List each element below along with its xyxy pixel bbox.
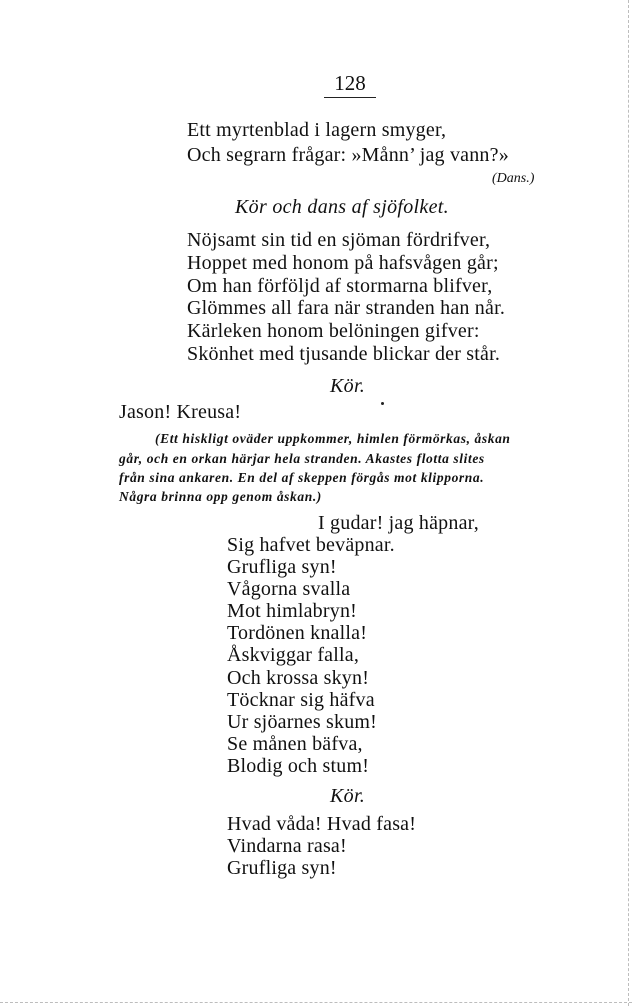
verse-line: Kärleken honom belöningen gifver: — [187, 320, 480, 342]
verse-line: Grufliga syn! — [227, 857, 337, 879]
page-number: 128 — [324, 70, 376, 98]
verse-line: Skönhet med tjusande blickar der står. — [187, 343, 501, 365]
stage-direction-dans: (Dans.) — [492, 171, 535, 186]
stage-direction-line: från sina ankaren. En del af skeppen förgås mot klipporna. — [119, 470, 485, 485]
scan-edge-bottom — [0, 1001, 632, 1003]
verse-line: Töcknar sig häfva — [227, 689, 375, 711]
verse-line: Sig hafvet beväpnar. — [227, 534, 395, 556]
verse-line: Glömmes all fara när stranden han når. — [187, 297, 506, 319]
section-heading: Kör. — [330, 375, 366, 397]
verse-line: Blodig och stum! — [227, 755, 370, 777]
ink-dot — [381, 402, 384, 405]
verse-line: Hoppet med honom på hafsvågen går; — [187, 252, 499, 274]
section-heading: Kör och dans af sjöfolket. — [235, 196, 449, 218]
section-heading: Kör. — [330, 785, 366, 807]
verse-line: Vindarna rasa! — [227, 835, 347, 857]
verse-line: Och krossa skyn! — [227, 667, 370, 689]
scan-edge-right — [627, 0, 629, 1006]
verse-line: I gudar! jag häpnar, — [318, 512, 479, 534]
verse-line: Vågorna svalla — [227, 578, 351, 600]
verse-line: Mot himlabryn! — [227, 600, 358, 622]
stage-direction-line: (Ett hiskligt oväder uppkommer, himlen förmörkas, åskan — [155, 431, 511, 446]
stage-direction-line: Några brinna opp genom åskan.) — [119, 489, 322, 504]
verse-line: Se månen bäfva, — [227, 733, 363, 755]
verse-line: Ett myrtenblad i lagern smyger, — [187, 119, 447, 141]
stage-direction-line: går, och en orkan härjar hela stranden. Akastes flotta slites — [119, 451, 485, 466]
verse-line: Ur sjöarnes skum! — [227, 711, 378, 733]
verse-line: Och segrarn frågar: »Månn’ jag vann?» — [187, 144, 509, 166]
verse-line: Nöjsamt sin tid en sjöman fördrifver, — [187, 229, 491, 251]
verse-line: Jason! Kreusa! — [119, 401, 242, 423]
verse-line: Grufliga syn! — [227, 556, 337, 578]
verse-line: Åskviggar falla, — [227, 644, 360, 666]
verse-line: Om han förföljd af stormarna blifver, — [187, 275, 493, 297]
verse-line: Hvad våda! Hvad fasa! — [227, 813, 417, 835]
verse-line: Tordönen knalla! — [227, 622, 368, 644]
